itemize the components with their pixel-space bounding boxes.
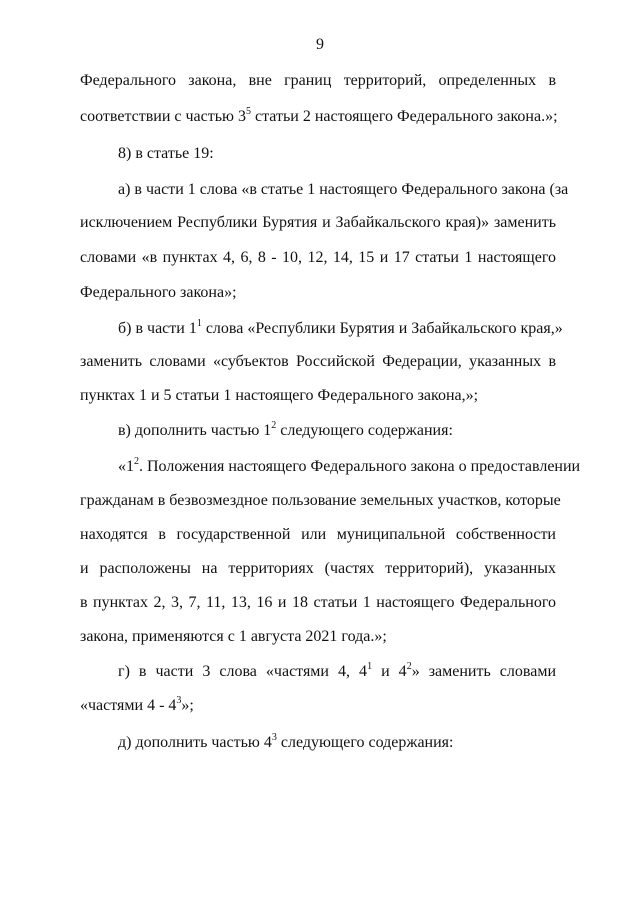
text-line: Федерального закона»; bbox=[80, 284, 237, 301]
text-line bbox=[80, 107, 556, 127]
superscript: 5 bbox=[246, 106, 251, 117]
superscript: 3 bbox=[176, 695, 182, 706]
text-fragment: статьи 2 настоящего Федерального закона.»; bbox=[251, 108, 558, 125]
text-fragment: следующего содержания: bbox=[276, 734, 454, 751]
text-fragment: «1 bbox=[118, 458, 134, 475]
page-number: 9 bbox=[316, 36, 324, 53]
text-line bbox=[118, 318, 563, 339]
text-fragment: и 4 bbox=[372, 663, 407, 680]
superscript: 1 bbox=[196, 318, 202, 329]
text-fragment: следующего содержания: bbox=[276, 422, 453, 439]
text-fragment: »; bbox=[181, 697, 194, 714]
text-line: находятся в государственной или муниципальной собственности bbox=[80, 526, 556, 543]
text-fragment: в) дополнить частью 1 bbox=[118, 422, 272, 439]
text-line: пунктах 1 и 5 статьи 1 настоящего Федерального закона,»; bbox=[80, 387, 479, 404]
text-line: Федерального закона, вне границ территорий, определенных в bbox=[80, 72, 556, 89]
superscript: 2 bbox=[134, 456, 139, 467]
text-line: в пунктах 2, 3, 7, 11, 13, 16 и 18 статьи 1 настоящего Федерального bbox=[80, 594, 556, 611]
text-line: гражданам в безвозмездное пользование земельных участков, которые bbox=[80, 492, 561, 509]
superscript: 3 bbox=[271, 732, 277, 743]
text-line bbox=[118, 733, 556, 753]
text-fragment: » заменить словами bbox=[411, 663, 557, 680]
text-line: и расположены на территориях (частях территорий), указанных bbox=[80, 560, 556, 577]
text-line bbox=[118, 662, 556, 682]
text-fragment: слова «Республики Бурятия и Забайкальского края,» bbox=[201, 320, 563, 337]
text-line: словами «в пунктах 4, 6, 8 - 10, 12, 14, 15 и 17 статьи 1 настоящего bbox=[80, 249, 556, 266]
text-line: заменить словами «субъектов Российской Федерации, указанных в bbox=[80, 353, 556, 370]
text-fragment: г) в части 3 слова «частями 4, 4 bbox=[118, 663, 368, 680]
text-line bbox=[118, 421, 556, 441]
text-line bbox=[118, 456, 581, 477]
superscript: 1 bbox=[367, 661, 373, 672]
text-line: 8) в статье 19: bbox=[118, 145, 214, 162]
text-line: закона, применяются с 1 августа 2021 года.»; bbox=[80, 628, 387, 645]
text-fragment: . Положения настоящего Федерального закона о предоставлении bbox=[139, 458, 581, 475]
superscript: 2 bbox=[406, 661, 412, 672]
text-fragment: соответствии с частью 3 bbox=[80, 108, 246, 125]
text-fragment: д) дополнить частью 4 bbox=[118, 734, 272, 751]
text-line: а) в части 1 слова «в статье 1 настоящего Федерального закона (за bbox=[118, 181, 569, 198]
superscript: 2 bbox=[271, 420, 277, 431]
text-fragment: «частями 4 - 4 bbox=[80, 697, 177, 714]
text-line bbox=[80, 696, 556, 716]
text-line: исключением Республики Бурятия и Забайкальского края)» заменить bbox=[80, 214, 556, 231]
text-fragment: б) в части 1 bbox=[118, 320, 197, 337]
